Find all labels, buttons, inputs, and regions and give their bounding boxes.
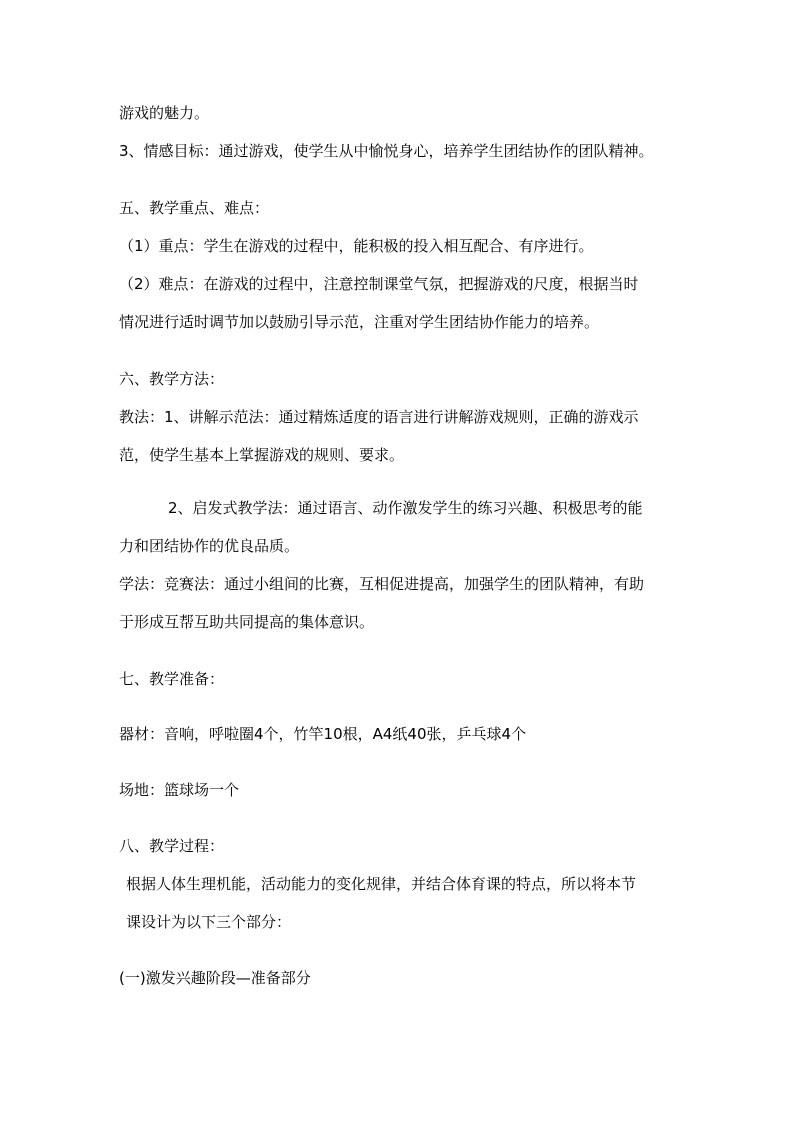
text-line-process-intro: 根据人体生理机能，活动能力的变化规律，并结合体育课的特点，所以将本节	[126, 875, 637, 893]
section-title-process: 八、教学过程：	[119, 837, 225, 855]
text-line-venue: 场地：篮球场一个	[119, 781, 240, 799]
text-line-teaching-method-1: 教法：1、讲解示范法：通过精炼适度的语言进行讲解游戏规则，正确的游戏示	[119, 408, 639, 426]
section-title-preparation: 七、教学准备：	[119, 670, 225, 688]
text-line-learning-method: 学法：竞赛法：通过小组间的比赛，互相促进提高，加强学生的团队精神，有助	[119, 575, 645, 593]
text-line-difficulty-2: 情况进行适时调节加以鼓励引导示范，注重对学生团结协作能力的培养。	[119, 313, 600, 331]
text-line-part-one: (一)激发兴趣阶段—准备部分	[119, 969, 311, 987]
text-line-learning-method-b: 于形成互帮互助共同提高的集体意识。	[119, 613, 375, 631]
text-line-teaching-method-1b: 范，使学生基本上掌握游戏的规则、要求。	[119, 446, 405, 464]
text-line-equipment: 器材：音响，呼啦圈4个，竹竿10根，A4纸40张，乒乓球4个	[119, 725, 527, 743]
text-line-teaching-method-2: 2、启发式教学法：通过语言、动作激发学生的练习兴趣、积极思考的能	[168, 499, 643, 517]
text-line-key-point: （1）重点：学生在游戏的过程中，能积极的投入相互配合、有序进行。	[119, 237, 594, 255]
text-line-emotional-goal: 3、情感目标：通过游戏，使学生从中愉悦身心，培养学生团结协作的团队精神。	[119, 142, 654, 160]
section-title-methods: 六、教学方法：	[119, 370, 225, 388]
text-line-teaching-method-2b: 力和团结协作的优良品质。	[119, 537, 300, 555]
text-line-game-charm: 游戏的魅力。	[119, 104, 210, 122]
text-line-difficulty-1: （2）难点：在游戏的过程中，注意控制课堂气氛，把握游戏的尺度，根据当时	[119, 275, 639, 293]
text-line-process-intro-b: 课设计为以下三个部分：	[126, 913, 292, 931]
section-title-key-points: 五、教学重点、难点：	[119, 199, 270, 217]
